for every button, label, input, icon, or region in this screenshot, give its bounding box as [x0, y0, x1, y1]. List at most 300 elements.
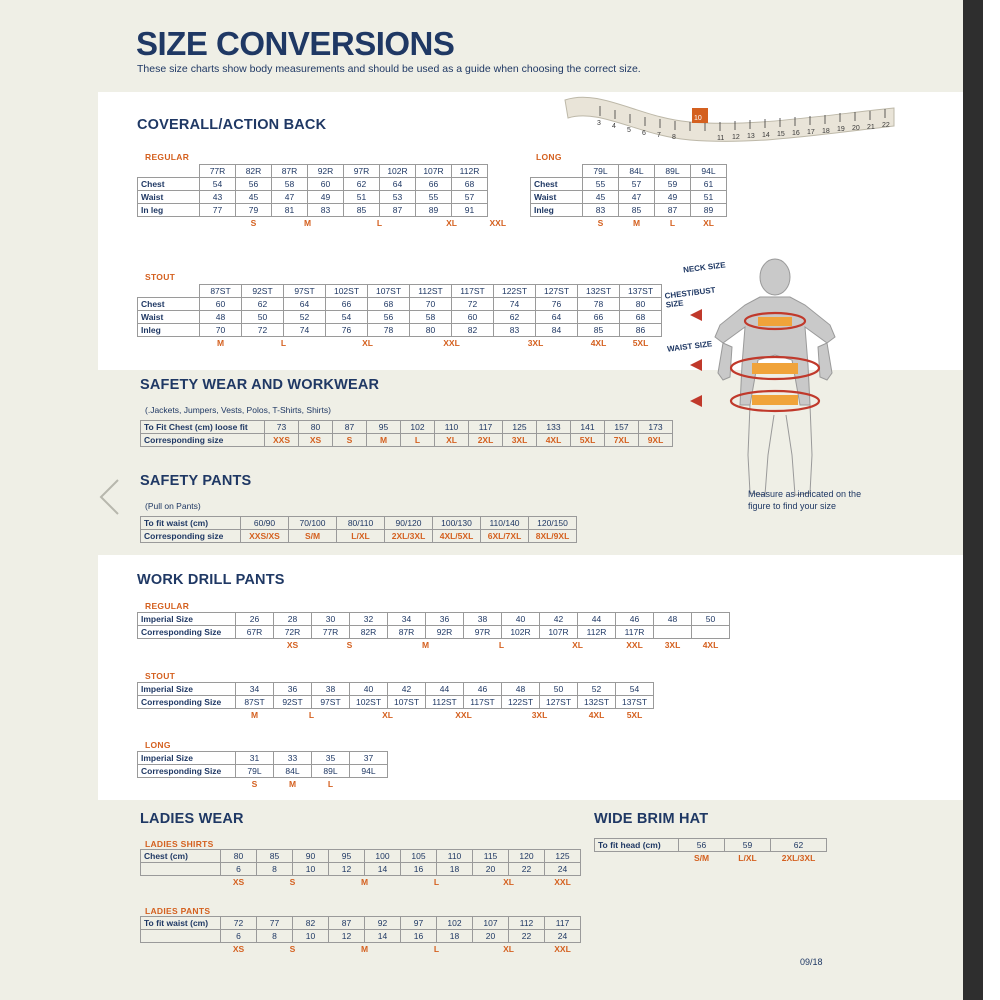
table-cell: 117R: [616, 626, 654, 639]
table-cell: 80: [299, 421, 333, 434]
size-legend-cell: M: [216, 338, 225, 349]
table-row: [138, 191, 509, 204]
table-cell: 133: [537, 421, 571, 434]
table-cell: 87: [329, 917, 365, 930]
table-cell: 52: [284, 311, 326, 324]
table-row: [141, 917, 581, 930]
svg-text:19: 19: [837, 126, 845, 133]
label-coverall-regular: REGULAR: [145, 152, 190, 162]
column-header: 87ST: [200, 285, 242, 298]
table-cell: 33: [274, 752, 312, 765]
table-cell: 22: [509, 863, 545, 876]
table-cell: 82: [293, 917, 329, 930]
table-cell: 48: [654, 613, 692, 626]
table-cell: 6XL/7XL: [481, 530, 529, 543]
svg-text:5: 5: [627, 127, 631, 134]
table-cell: 4XL/5XL: [433, 530, 481, 543]
table-cell: 44: [426, 683, 464, 696]
table-row: [138, 298, 662, 311]
size-legend-cell: XS: [286, 640, 299, 651]
table-cell: 55: [416, 191, 452, 204]
table-row: [138, 613, 730, 626]
size-legend-cell: 4XL: [588, 710, 605, 721]
table-cell: 125: [545, 850, 581, 863]
table-cell: 6: [221, 863, 257, 876]
table-cell: 105: [401, 850, 437, 863]
table-cell: 62: [494, 311, 536, 324]
table-cell: 53: [380, 191, 416, 204]
svg-text:18: 18: [822, 128, 830, 135]
svg-text:8: 8: [672, 134, 676, 141]
table-cell: 54: [616, 683, 654, 696]
table-cell: 85: [619, 204, 655, 217]
table-cell: 36: [426, 613, 464, 626]
table-cell: 91: [452, 204, 488, 217]
table-cell: 68: [620, 311, 662, 324]
table-cell: 48: [502, 683, 540, 696]
table-cell: 85: [344, 204, 380, 217]
table-cell: 84L: [274, 765, 312, 778]
table-workdrill-stout: [137, 682, 654, 722]
table-cell: 60: [452, 311, 494, 324]
column-header: 122ST: [494, 285, 536, 298]
table-cell: 8XL/9XL: [529, 530, 577, 543]
label-workdrill-stout: STOUT: [145, 671, 176, 681]
section-title-safetypants: SAFETY PANTS: [140, 473, 252, 489]
table-header-row: [531, 165, 727, 178]
table-cell: 80: [221, 850, 257, 863]
table-safetywear: [140, 420, 673, 447]
table-cell: 102ST: [350, 696, 388, 709]
table-cell: 86: [620, 324, 662, 337]
svg-text:11: 11: [717, 135, 725, 142]
table-row: [141, 434, 673, 447]
size-legend-row: [138, 337, 662, 350]
table-cell: 83: [494, 324, 536, 337]
note-safetywear: (.Jackets, Jumpers, Vests, Polos, T-Shirts, Shirts): [145, 405, 331, 415]
table-cell: 10: [293, 930, 329, 943]
size-legend-cell: XL: [362, 338, 373, 349]
table-row: [531, 191, 727, 204]
row-header: Waist: [531, 191, 583, 204]
table-workdrill-long: [137, 751, 388, 791]
table-cell: 26: [236, 613, 274, 626]
column-header: 102R: [380, 165, 416, 178]
column-header: 82R: [236, 165, 272, 178]
page-title: SIZE CONVERSIONS: [136, 25, 455, 62]
size-legend-cell: [138, 778, 236, 791]
table-row: [531, 204, 727, 217]
size-legend-cell: L: [433, 877, 440, 888]
size-legend-cell: XXL: [626, 640, 643, 651]
column-header: 137ST: [620, 285, 662, 298]
table-row: [141, 421, 673, 434]
row-header: To Fit Chest (cm) loose fit: [141, 421, 265, 434]
table-header-row: [138, 285, 662, 298]
table-cell: 20: [473, 863, 509, 876]
table-row: [138, 683, 654, 696]
table-cell: 45: [583, 191, 619, 204]
table-cell: 110/140: [481, 517, 529, 530]
table-cell: 173: [639, 421, 673, 434]
size-legend-cell: M: [421, 640, 430, 651]
table-cell: 46: [616, 613, 654, 626]
table-cell: 64: [536, 311, 578, 324]
table-cell: L: [401, 434, 435, 447]
row-header: Imperial Size: [138, 683, 236, 696]
svg-text:13: 13: [747, 133, 755, 140]
table-cell: 50: [242, 311, 284, 324]
column-header: 127ST: [536, 285, 578, 298]
size-legend-cell: 4XL: [702, 640, 719, 651]
svg-text:16: 16: [792, 130, 800, 137]
row-header: Chest: [138, 298, 200, 311]
table-cell: 117: [545, 917, 581, 930]
table-cell: 107R: [540, 626, 578, 639]
table-row: [141, 530, 577, 543]
table-row: [141, 517, 577, 530]
row-header: To fit head (cm): [595, 839, 679, 852]
row-header: [141, 863, 221, 876]
size-legend-cell: XS: [232, 944, 245, 955]
size-legend-cell: 5XL: [632, 338, 649, 349]
table-cell: 50: [692, 613, 730, 626]
svg-text:4: 4: [612, 123, 616, 130]
size-legend-cell: XL: [503, 877, 514, 888]
table-cell: 97ST: [312, 696, 350, 709]
column-header: 112R: [452, 165, 488, 178]
size-legend-cell: L: [669, 218, 676, 229]
row-header: Chest (cm): [141, 850, 221, 863]
table-safetypants: [140, 516, 577, 543]
table-cell: 22: [509, 930, 545, 943]
table-cell: 14: [365, 863, 401, 876]
table-cell: 117: [469, 421, 503, 434]
table-cell: 60: [200, 298, 242, 311]
row-header: Inleg: [531, 204, 583, 217]
size-legend-cell: L/XL: [738, 853, 757, 864]
table-cell: 37: [350, 752, 388, 765]
label-coverall-long: LONG: [536, 152, 562, 162]
table-cell: 59: [655, 178, 691, 191]
page-turn-arrow-icon[interactable]: [98, 478, 122, 516]
table-cell: 38: [312, 683, 350, 696]
table-row: [138, 204, 509, 217]
table-cell: 87R: [388, 626, 426, 639]
table-cell: 54: [326, 311, 368, 324]
column-header: 84L: [619, 165, 655, 178]
table-cell: 34: [388, 613, 426, 626]
size-legend-cell: XXL: [443, 338, 460, 349]
size-legend-cell: 3XL: [664, 640, 681, 651]
size-legend-cell: S: [250, 218, 257, 229]
size-legend-cell: XXL: [455, 710, 472, 721]
table-cell: 58: [410, 311, 452, 324]
table-cell: 46: [464, 683, 502, 696]
size-legend-cell: M: [288, 779, 297, 790]
column-header: 107R: [416, 165, 452, 178]
table-cell: 64: [380, 178, 416, 191]
table-cell: 102: [437, 917, 473, 930]
label-waist-size: WAIST SIZE: [666, 339, 713, 354]
table-cell: 6: [221, 930, 257, 943]
table-cell: 51: [691, 191, 727, 204]
label-ladies-shirts: LADIES SHIRTS: [145, 839, 214, 849]
tape-measure-icon: [560, 92, 895, 147]
table-cell: 72: [242, 324, 284, 337]
row-header: Corresponding Size: [138, 626, 236, 639]
table-row: [138, 626, 730, 639]
column-header: 132ST: [578, 285, 620, 298]
size-legend-cell: S: [289, 944, 296, 955]
page-edge-shadow: [963, 0, 985, 1000]
size-legend-cell: XL: [382, 710, 393, 721]
table-row: [138, 324, 662, 337]
table-cell: L/XL: [337, 530, 385, 543]
size-legend-cell: L: [376, 218, 383, 229]
size-legend-cell: 3XL: [531, 710, 548, 721]
table-cell: 4XL: [537, 434, 571, 447]
ladies-band: [98, 800, 963, 1000]
page-subtitle: These size charts show body measurements and should be used as a guide when choosing the correct size.: [137, 63, 641, 75]
table-cell: 60/90: [241, 517, 289, 530]
row-header: Corresponding Size: [138, 765, 236, 778]
size-legend-cell: [595, 852, 679, 865]
row-header: Chest: [531, 178, 583, 191]
table-cell: 56: [679, 839, 725, 852]
table-cell: 35: [312, 752, 350, 765]
table-cell: [692, 626, 730, 639]
table-cell: 2XL/3XL: [385, 530, 433, 543]
table-cell: 54: [200, 178, 236, 191]
row-header: Chest: [138, 178, 200, 191]
size-legend-cell: XXL: [489, 218, 507, 228]
table-cell: 57: [452, 191, 488, 204]
table-cell: 70/100: [289, 517, 337, 530]
table-cell: 97: [401, 917, 437, 930]
size-legend-cell: L: [498, 640, 505, 651]
column-header: 87R: [272, 165, 308, 178]
table-cell: 120: [509, 850, 545, 863]
column-header: 97R: [344, 165, 380, 178]
size-legend-cell: XL: [503, 944, 514, 955]
table-cell: 38: [464, 613, 502, 626]
table-cell: 49: [655, 191, 691, 204]
table-cell: 87ST: [236, 696, 274, 709]
table-cell: 30: [312, 613, 350, 626]
table-cell: 62: [242, 298, 284, 311]
table-cell: 92R: [426, 626, 464, 639]
table-corner-cell: [138, 165, 200, 178]
table-ladies-shirts: [140, 849, 581, 889]
size-legend-cell: [138, 217, 236, 230]
section-title-workdrill: WORK DRILL PANTS: [137, 572, 285, 588]
size-legend-cell: M: [360, 877, 369, 888]
table-cell: 52: [578, 683, 616, 696]
size-legend-cell: 3XL: [527, 338, 544, 349]
table-cell: 42: [540, 613, 578, 626]
table-cell: 117ST: [464, 696, 502, 709]
table-cell: 56: [236, 178, 272, 191]
table-cell: 83: [583, 204, 619, 217]
table-cell: 100: [365, 850, 401, 863]
table-cell: 115: [473, 850, 509, 863]
size-legend-cell: XXL: [554, 944, 571, 955]
section-title-coverall: COVERALL/ACTION BACK: [137, 117, 327, 133]
column-header: 89L: [655, 165, 691, 178]
size-legend-cell: L: [327, 779, 334, 790]
table-cell: 85: [578, 324, 620, 337]
table-cell: 137ST: [616, 696, 654, 709]
table-cell: 120/150: [529, 517, 577, 530]
column-header: 107ST: [368, 285, 410, 298]
table-cell: 49: [308, 191, 344, 204]
table-cell: 90/120: [385, 517, 433, 530]
size-legend-cell: XL: [572, 640, 583, 651]
table-cell: 32: [350, 613, 388, 626]
table-cell: 34: [236, 683, 274, 696]
size-legend-row: [138, 217, 509, 230]
column-header: 102ST: [326, 285, 368, 298]
label-ladies-pants: LADIES PANTS: [145, 906, 211, 916]
row-header: Corresponding Size: [138, 696, 236, 709]
size-legend-cell: 2XL/3XL: [781, 853, 816, 864]
table-cell: 14: [365, 930, 401, 943]
column-header: 97ST: [284, 285, 326, 298]
table-cell: 92ST: [274, 696, 312, 709]
column-header: 92ST: [242, 285, 284, 298]
table-cell: 89L: [312, 765, 350, 778]
table-cell: 87: [333, 421, 367, 434]
size-legend-cell: XL: [703, 218, 714, 229]
size-legend-cell: XL: [446, 218, 457, 229]
table-cell: 9XL: [639, 434, 673, 447]
table-cell: 74: [284, 324, 326, 337]
table-cell: XXS/XS: [241, 530, 289, 543]
table-cell: 8: [257, 930, 293, 943]
table-cell: 72R: [274, 626, 312, 639]
table-cell: 2XL: [469, 434, 503, 447]
size-legend-cell: [531, 217, 583, 230]
size-legend-cell: XS: [232, 877, 245, 888]
size-legend-cell: 4XL: [590, 338, 607, 349]
table-row: [141, 863, 581, 876]
size-legend-cell: M: [632, 218, 641, 229]
table-cell: 43: [200, 191, 236, 204]
size-legend-row: [138, 778, 388, 791]
table-cell: 80/110: [337, 517, 385, 530]
table-cell: 20: [473, 930, 509, 943]
table-row: [141, 850, 581, 863]
table-cell: 87: [655, 204, 691, 217]
table-cell: XL: [435, 434, 469, 447]
table-cell: 45: [236, 191, 272, 204]
table-cell: 68: [368, 298, 410, 311]
table-cell: 122ST: [502, 696, 540, 709]
size-legend-cell: M: [250, 710, 259, 721]
column-header: 92R: [308, 165, 344, 178]
row-header: Corresponding size: [141, 434, 265, 447]
size-legend-cell: S: [346, 640, 353, 651]
table-row: [138, 765, 388, 778]
table-cell: 44: [578, 613, 616, 626]
table-cell: 77: [200, 204, 236, 217]
section-title-ladies: LADIES WEAR: [140, 811, 244, 827]
row-header: Waist: [138, 191, 200, 204]
size-legend-cell: L: [280, 338, 287, 349]
table-row: [138, 696, 654, 709]
table-row: [141, 930, 581, 943]
table-cell: 73: [265, 421, 299, 434]
note-safetypants: (Pull on Pants): [145, 501, 201, 511]
table-cell: 64: [284, 298, 326, 311]
table-cell: 12: [329, 930, 365, 943]
table-header-row: [138, 165, 509, 178]
table-cell: 56: [368, 311, 410, 324]
table-cell: 12: [329, 863, 365, 876]
table-cell: 8: [257, 863, 293, 876]
table-row: [138, 752, 388, 765]
label-coverall-stout: STOUT: [145, 272, 176, 282]
table-cell: 62: [771, 839, 827, 852]
table-cell: 78: [578, 298, 620, 311]
table-cell: 76: [326, 324, 368, 337]
table-cell: 84: [536, 324, 578, 337]
row-header: Inleg: [138, 324, 200, 337]
table-cell: 47: [272, 191, 308, 204]
table-cell: 87: [380, 204, 416, 217]
table-cell: 102R: [502, 626, 540, 639]
table-cell: 72: [452, 298, 494, 311]
size-legend-cell: S/M: [693, 853, 710, 864]
table-cell: 40: [502, 613, 540, 626]
column-header: 94L: [691, 165, 727, 178]
table-cell: 47: [619, 191, 655, 204]
size-legend-cell: S: [597, 218, 604, 229]
table-cell: 66: [578, 311, 620, 324]
size-legend-cell: S: [251, 779, 258, 790]
label-neck-size: NECK SIZE: [682, 260, 727, 275]
table-cell: 62: [344, 178, 380, 191]
row-header: Imperial Size: [138, 613, 236, 626]
row-header: Imperial Size: [138, 752, 236, 765]
table-cell: 18: [437, 930, 473, 943]
table-cell: 16: [401, 930, 437, 943]
table-cell: 66: [326, 298, 368, 311]
table-cell: 10: [293, 863, 329, 876]
table-corner-cell: [531, 165, 583, 178]
size-legend-row: [141, 943, 581, 956]
section-title-widebrimhat: WIDE BRIM HAT: [594, 811, 709, 827]
column-header: 117ST: [452, 285, 494, 298]
table-cell: 40: [350, 683, 388, 696]
size-legend-cell: [138, 337, 200, 350]
table-cell: 68: [452, 178, 488, 191]
label-chest-bust-size-text: CHEST/BUST SIZE: [664, 285, 716, 310]
table-cell: 70: [200, 324, 242, 337]
svg-text:15: 15: [777, 131, 785, 138]
svg-text:21: 21: [867, 124, 875, 131]
table-cell: 90: [293, 850, 329, 863]
label-workdrill-long: LONG: [145, 740, 171, 750]
table-row: [138, 178, 509, 191]
size-legend-cell: L: [308, 710, 315, 721]
table-cell: 67R: [236, 626, 274, 639]
table-cell: 110: [437, 850, 473, 863]
right-margin: [983, 0, 1000, 1000]
size-legend-row: [141, 876, 581, 889]
table-cell: 132ST: [578, 696, 616, 709]
